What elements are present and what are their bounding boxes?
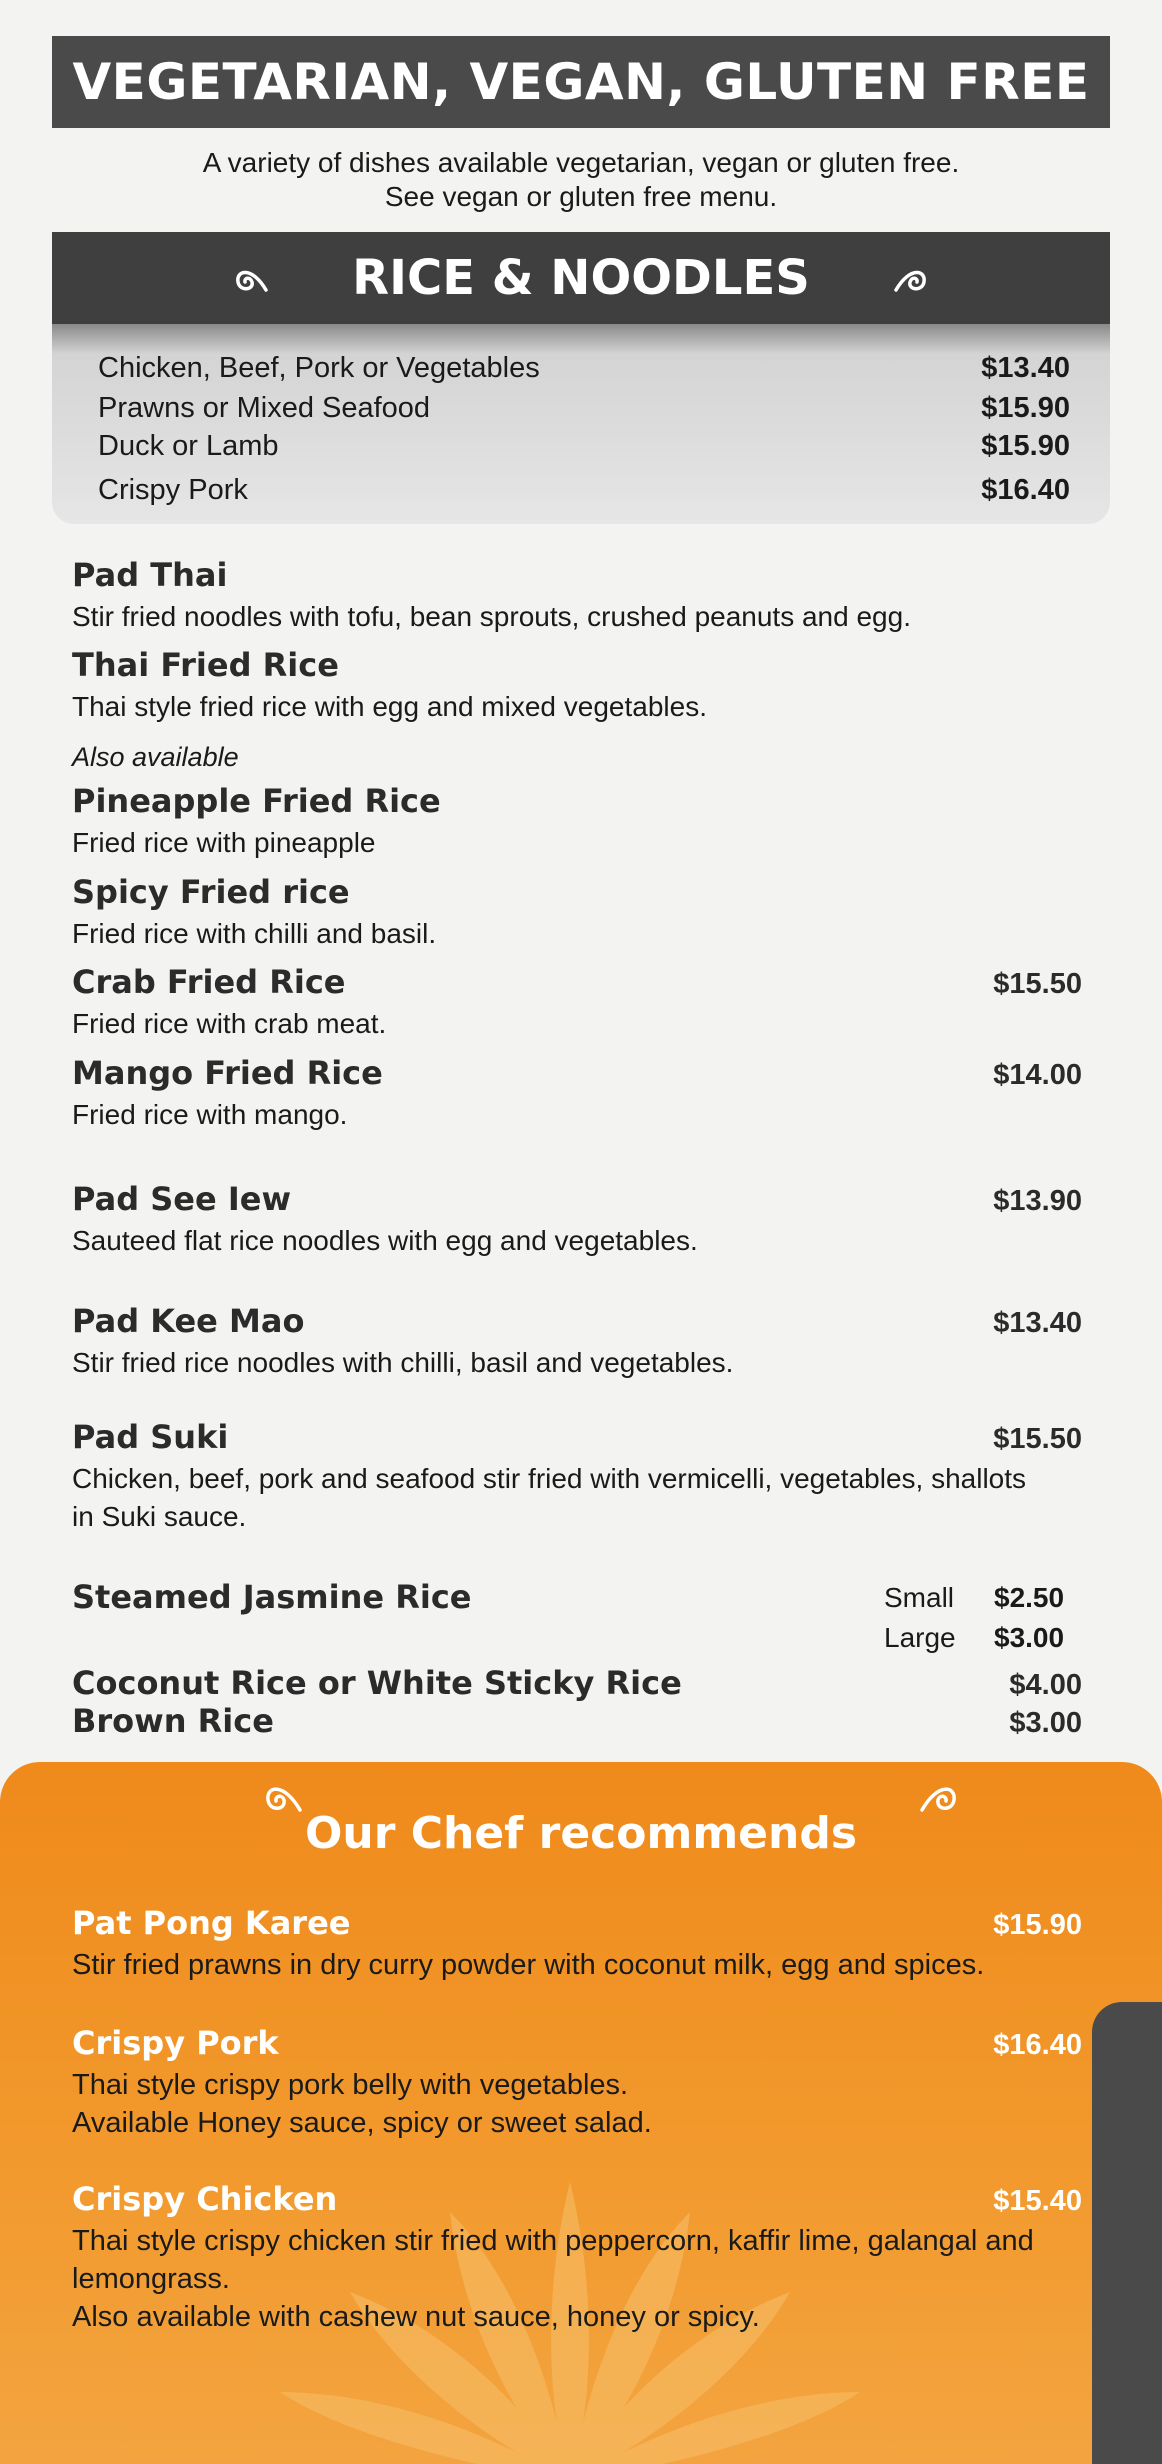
menu-item-name: Thai Fried Rice	[72, 646, 339, 684]
menu-item-desc: Stir fried noodles with tofu, bean sprouts, crushed peanuts and egg.	[72, 601, 911, 632]
menu-item-price: $14.00	[993, 1059, 1082, 1091]
menu-item-spicy-fried-rice	[72, 873, 1082, 953]
menu-item-name: Pad Suki	[72, 1418, 229, 1456]
price-row-amount: $15.90	[981, 430, 1070, 462]
swirl-left-icon	[232, 260, 272, 296]
chef-item-name: Crispy Pork	[72, 2024, 279, 2062]
menu-item-pad-kee-mao	[72, 1302, 1082, 1382]
price-row	[98, 392, 1070, 425]
menu-item-name: Pineapple Fried Rice	[72, 782, 441, 820]
menu-item-mango-fried-rice	[72, 1054, 1082, 1134]
menu-item-desc: Chicken, beef, pork and seafood stir fried with vermicelli, vegetables, shallots in Suki sauce.	[72, 1463, 1027, 1532]
also-available-label: Also available	[72, 742, 239, 772]
menu-item-price: $15.50	[993, 968, 1082, 1000]
menu-item-price: $15.50	[993, 1423, 1082, 1455]
price-row-label: Crispy Pork	[98, 474, 248, 506]
menu-item-pad-see-iew	[72, 1180, 1082, 1260]
decorative-corner	[1092, 2002, 1162, 2464]
chef-item-pat-pong-karee	[72, 1904, 1082, 1984]
side-coconut-rice	[72, 1664, 1082, 1702]
rice-noodles-title: RICE & NOODLES	[352, 250, 810, 306]
rice-noodles-banner	[52, 232, 1110, 324]
chef-item-price: $15.40	[993, 2185, 1082, 2217]
menu-item-crab-fried-rice	[72, 963, 1082, 1043]
menu-item-desc: Fried rice with mango.	[72, 1099, 348, 1130]
size-small-label: Small	[884, 1582, 955, 1613]
menu-item-name: Crab Fried Rice	[72, 963, 346, 1001]
chef-item-name: Crispy Chicken	[72, 2180, 338, 2218]
swirl-right-icon	[890, 260, 930, 296]
chef-item-price: $16.40	[993, 2029, 1082, 2061]
price-row	[98, 474, 1070, 507]
price-row	[98, 430, 1070, 463]
chef-recommends-title: Our Chef recommends	[304, 1808, 858, 1859]
menu-item-desc: Stir fried rice noodles with chilli, basil and vegetables.	[72, 1347, 734, 1378]
chef-item-desc: Stir fried prawns in dry curry powder with coconut milk, egg and spices.	[72, 1949, 985, 1981]
price-row-amount: $16.40	[981, 474, 1070, 506]
side-price: $3.00	[1009, 1707, 1082, 1739]
side-brown-rice	[72, 1702, 1082, 1740]
side-name: Steamed Jasmine Rice	[72, 1578, 472, 1616]
menu-item-name: Spicy Fried rice	[72, 873, 350, 911]
menu-item-thai-fried-rice	[72, 646, 1082, 726]
menu-item-name: Pad Kee Mao	[72, 1302, 305, 1340]
vegetarian-note-line2: See vegan or gluten free menu.	[384, 181, 778, 212]
vegetarian-note	[52, 146, 1110, 214]
price-row	[98, 352, 1070, 385]
chef-item-desc: Thai style crispy pork belly with vegetables. Available Honey sauce, spicy or sweet salad.	[72, 2069, 652, 2139]
chef-item-crispy-pork	[72, 2024, 1082, 2142]
chef-item-name: Pat Pong Karee	[72, 1904, 351, 1942]
menu-item-name: Pad Thai	[72, 556, 228, 594]
size-large-label: Large	[884, 1622, 956, 1653]
menu-item-desc: Thai style fried rice with egg and mixed vegetables.	[72, 691, 707, 722]
size-small-price: $2.50	[994, 1582, 1065, 1613]
menu-item-pad-thai	[72, 556, 1082, 636]
size-large-price: $3.00	[994, 1622, 1065, 1653]
chef-recommends-section	[0, 1762, 1162, 2464]
side-name: Brown Rice	[72, 1702, 274, 1740]
side-name: Coconut Rice or White Sticky Rice	[72, 1664, 682, 1702]
chef-item-desc: Thai style crispy chicken stir fried with peppercorn, kaffir lime, galangal and lemongrass. Also available with cashew nut sauce, honey or spicy.	[72, 2225, 1034, 2333]
menu-item-pad-suki	[72, 1418, 1082, 1536]
price-row-amount: $13.40	[981, 352, 1070, 384]
price-row-label: Chicken, Beef, Pork or Vegetables	[98, 352, 540, 384]
price-row-label: Duck or Lamb	[98, 430, 279, 462]
chef-item-crispy-chicken	[72, 2180, 1082, 2336]
menu-item-pineapple-fried-rice	[72, 782, 1082, 862]
menu-item-desc: Fried rice with crab meat.	[72, 1008, 387, 1039]
protein-price-box	[52, 324, 1110, 524]
menu-item-desc: Sauteed flat rice noodles with egg and vegetables.	[72, 1225, 698, 1256]
vegetarian-banner	[52, 36, 1110, 128]
price-row-amount: $15.90	[981, 392, 1070, 424]
menu-item-desc: Fried rice with pineapple	[72, 827, 376, 858]
chef-item-price: $15.90	[993, 1909, 1082, 1941]
menu-item-desc: Fried rice with chilli and basil.	[72, 918, 437, 949]
menu-item-price: $13.40	[993, 1307, 1082, 1339]
menu-item-name: Mango Fried Rice	[72, 1054, 383, 1092]
vegetarian-title: VEGETARIAN, VEGAN, GLUTEN FREE	[72, 53, 1090, 111]
menu-item-price: $13.90	[993, 1185, 1082, 1217]
price-row-label: Prawns or Mixed Seafood	[98, 392, 431, 424]
vegetarian-note-line1: A variety of dishes available vegetarian, vegan or gluten free.	[202, 147, 960, 178]
side-price: $4.00	[1009, 1669, 1082, 1701]
menu-item-name: Pad See Iew	[72, 1180, 291, 1218]
